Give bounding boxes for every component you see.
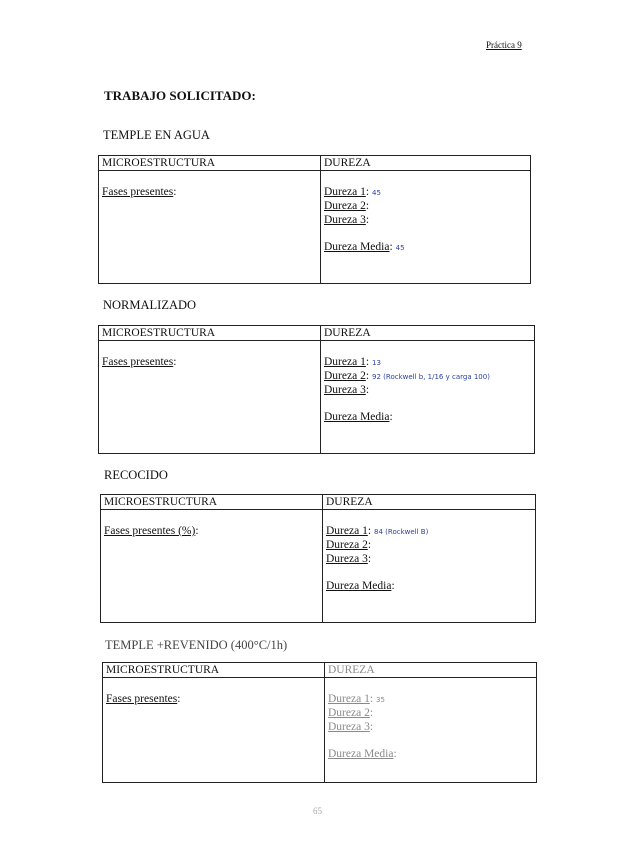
dureza-media-row: Dureza Media: [326, 580, 395, 592]
dureza-media-label: Dureza Media [324, 411, 390, 423]
dureza1-label: Dureza 1 [324, 186, 366, 198]
dureza1-row: Dureza 1: 84 (Rockwell B) [326, 525, 429, 537]
dureza1-row: Dureza 1: 35 [328, 693, 385, 705]
dureza-media-row: Dureza Media: 45 [324, 241, 405, 253]
section-title: NORMALIZADO [103, 298, 197, 312]
dureza3-label: Dureza 3 [324, 214, 366, 226]
fases-label: Fases presentes [106, 693, 178, 705]
dureza2-label: Dureza 2 [328, 707, 370, 719]
dureza-media-value: 45 [395, 244, 405, 252]
dureza3-row: Dureza 3: [326, 553, 372, 565]
hardness-table: MICROESTRUCTURA DUREZA Fases presentes: Dureza 1: 45 Dureza 2: Dureza 3: Dureza Media: 45 [98, 155, 531, 284]
hardness-table: MICROESTRUCTURA DUREZA Fases presentes: Dureza 1: 35 Dureza 2: Dureza 3: Dureza Media: [102, 662, 537, 783]
col-dureza-header: DUREZA [326, 496, 373, 508]
dureza1-value: 45 [372, 189, 381, 197]
dureza2-label: Dureza 2 [324, 200, 366, 212]
col-micro-header: MICROESTRUCTURA [102, 157, 216, 169]
page-number: 65 [313, 806, 322, 816]
practice-label: Práctica 9 [486, 40, 522, 50]
dureza2-row: Dureza 2: [328, 707, 374, 719]
col-micro-header: MICROESTRUCTURA [106, 664, 220, 676]
fases-label: Fases presentes [102, 356, 174, 368]
dureza3-label: Dureza 3 [324, 384, 366, 396]
dureza-media-label: Dureza Media [326, 580, 392, 592]
dureza-media-row: Dureza Media: [328, 748, 397, 760]
dureza1-label: Dureza 1 [328, 693, 370, 705]
dureza2-label: Dureza 2 [324, 370, 366, 382]
hardness-table: MICROESTRUCTURA DUREZA Fases presentes (%): Dureza 1: 84 (Rockwell B) Dureza 2: Dureza 3: Dureza Media: [100, 494, 536, 623]
dureza3-row: Dureza 3: [324, 214, 370, 226]
dureza-media-label: Dureza Media [324, 241, 390, 253]
hardness-table: MICROESTRUCTURA DUREZA Fases presentes: Dureza 1: 13 Dureza 2: 92 (Rockwell b, 1/16 y carga 100) Dureza 3: Dureza Media: [98, 325, 535, 454]
dureza-media-row: Dureza Media: [324, 411, 393, 423]
dureza3-label: Dureza 3 [326, 553, 368, 565]
dureza1-value: 35 [376, 696, 385, 704]
dureza1-row: Dureza 1: 13 [324, 356, 381, 368]
section-title: TEMPLE +REVENIDO (400°C/1h) [105, 638, 288, 652]
dureza3-label: Dureza 3 [328, 721, 370, 733]
dureza1-value: 84 (Rockwell B) [374, 528, 429, 536]
main-title: TRABAJO SOLICITADO: [104, 88, 256, 103]
dureza1-value: 13 [372, 359, 381, 367]
col-micro-header: MICROESTRUCTURA [102, 327, 216, 339]
dureza2-row: Dureza 2: 92 (Rockwell b, 1/16 y carga 100) [324, 370, 490, 382]
dureza1-label: Dureza 1 [326, 525, 368, 537]
dureza3-row: Dureza 3: [328, 721, 374, 733]
dureza2-value: 92 (Rockwell b, 1/16 y carga 100) [372, 373, 490, 381]
dureza1-row: Dureza 1: 45 [324, 186, 381, 198]
col-dureza-header: DUREZA [324, 157, 371, 169]
dureza2-row: Dureza 2: [326, 539, 372, 551]
col-micro-header: MICROESTRUCTURA [104, 496, 218, 508]
dureza1-label: Dureza 1 [324, 356, 366, 368]
fases-label: Fases presentes (%) [104, 525, 196, 537]
section-title: TEMPLE EN AGUA [103, 128, 210, 142]
section-title: RECOCIDO [104, 468, 168, 482]
dureza-media-label: Dureza Media [328, 748, 394, 760]
dureza3-row: Dureza 3: [324, 384, 370, 396]
col-dureza-header: DUREZA [324, 327, 371, 339]
dureza2-label: Dureza 2 [326, 539, 368, 551]
dureza2-row: Dureza 2: [324, 200, 370, 212]
fases-label: Fases presentes [102, 186, 174, 198]
col-dureza-header: DUREZA [328, 664, 375, 676]
